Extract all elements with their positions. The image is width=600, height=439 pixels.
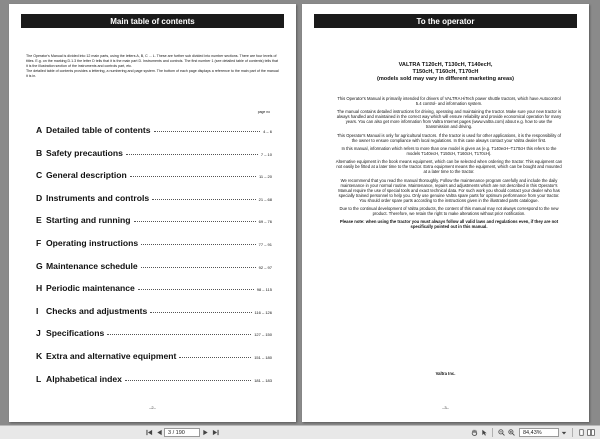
chevron-down-icon[interactable] xyxy=(559,428,569,438)
toc-letter: E xyxy=(36,215,42,226)
model-title-line: (models sold may vary in different marketing areas) xyxy=(376,76,515,82)
toc-leader xyxy=(152,199,256,200)
toc-title: Alphabetical index xyxy=(46,373,122,384)
zoom-out-icon[interactable] xyxy=(496,428,506,438)
toc-page-range: 181 – 183 xyxy=(254,377,272,383)
toc-entry[interactable] xyxy=(36,215,272,238)
toc-letter: I xyxy=(36,305,39,316)
select-arrow-icon[interactable] xyxy=(479,428,489,438)
toc-page-range: 7 – 10 xyxy=(260,151,272,157)
toc-title: Detailed table of contents xyxy=(46,125,151,135)
toc-title: Instruments and controls xyxy=(46,192,150,203)
toc-letter: L xyxy=(36,373,42,384)
toc-page-range: 92 – 97 xyxy=(258,264,272,270)
toc-entry[interactable] xyxy=(36,283,272,306)
toc-leader xyxy=(141,244,255,245)
toolbar-divider xyxy=(492,428,493,437)
toc-leader xyxy=(125,380,251,381)
model-title-line: T150cH, T160cH, T170cH xyxy=(412,69,479,75)
toc-entry[interactable] xyxy=(36,125,272,148)
next-page-icon[interactable] xyxy=(200,428,210,438)
body-paragraph: This Operator's Manual is primarily intended for drivers of VALTRA HiTech power shuttle tractors, which have Autocontrol 5.4 control- and information system. xyxy=(337,96,561,107)
single-page-view-icon[interactable] xyxy=(576,428,586,438)
page-header: To the operator xyxy=(314,14,577,28)
toc-entry[interactable] xyxy=(36,261,272,284)
page-3 xyxy=(302,4,589,422)
toc-title: Specifications xyxy=(46,328,105,339)
toc-entry[interactable] xyxy=(36,306,272,329)
first-page-icon[interactable] xyxy=(144,428,154,438)
toc-entry[interactable] xyxy=(36,374,272,397)
toc-leader xyxy=(130,176,256,177)
page-number: –2– xyxy=(149,405,156,410)
body-paragraph: This Operator's Manual is only for agricultural tractors. If the tractor is used for other applications, it is the responsibility of the owner to ensure compliance with local regulations. In this case always contact your Valtra dealer first. xyxy=(337,132,561,143)
body-paragraph: We recommend that you read the manual thoroughly. Follow the maintenance program carefully and include the daily maintenance in your normal routine. Maintenance, repairs and adjustments which are not described in this Operator's Manual require the use of special tools and exact technical data. For such work you should contact your dealer who has specially trained personnel to help you. Only use genuine Valtra spare parts for optimum performance from your tractor. You should order spare parts according to the instructions given in the illustrated parts catalogue. xyxy=(338,177,560,203)
toc-letter: F xyxy=(36,237,42,248)
previous-page-icon[interactable] xyxy=(154,428,164,438)
toc-entry[interactable] xyxy=(36,148,272,171)
toc-letter: B xyxy=(36,147,43,158)
page-number-field[interactable]: 3 / 190 xyxy=(164,428,200,437)
toc-entry[interactable] xyxy=(36,193,272,216)
toc-leader xyxy=(141,267,256,268)
toc-page-range: 21 – 68 xyxy=(258,196,272,202)
toc-page-range: 69 – 76 xyxy=(258,219,272,225)
page-number: –3– xyxy=(442,405,449,410)
toc-entry[interactable] xyxy=(36,328,272,351)
toc-title: Periodic maintenance xyxy=(46,283,135,294)
toc-leader xyxy=(150,312,251,313)
toc-letter: G xyxy=(36,260,43,271)
toc-page-range: 77 – 91 xyxy=(258,241,272,247)
toc-title: Safety precautions xyxy=(46,147,123,158)
toc-entry[interactable] xyxy=(36,238,272,261)
toc-title: General description xyxy=(46,170,127,181)
toc-page-range: 116 – 126 xyxy=(254,309,272,315)
signature: Valtra Inc. xyxy=(435,371,456,376)
operator-text xyxy=(335,96,563,233)
toc-leader xyxy=(134,221,256,222)
toc-letter: A xyxy=(36,125,43,135)
toc-leader xyxy=(107,334,251,335)
intro-paragraph: The detailed table of contents provides a lettering, a numbering and page system. The bottom of each page displays a reference to the main part of the manual it is in. xyxy=(26,69,279,78)
intro-text xyxy=(26,54,280,79)
toc-page-range: 98 – 115 xyxy=(256,287,272,293)
toc-letter: J xyxy=(36,328,41,339)
toc-leader xyxy=(126,154,258,155)
toc-letter: D xyxy=(36,192,43,203)
toc-letter: K xyxy=(36,350,43,361)
toc-leader xyxy=(138,289,254,290)
toc-leader xyxy=(154,131,261,132)
toc-page-range: 11 – 20 xyxy=(258,174,272,180)
hand-tool-icon[interactable] xyxy=(469,428,479,438)
model-title-line: VALTRA T120cH, T130cH, T140ecH, xyxy=(398,62,493,68)
viewer-toolbar xyxy=(0,425,600,439)
body-paragraph: In this manual, information which refers to more than one model is given as (e.g. T140ecH–T170cH this refers to the models T140ecH, T150cH, T160cH, T170cH). xyxy=(341,145,557,156)
intro-paragraph: The Operator's Manual is divided into 12 main parts, using the letters A, B, C ... L. These are further sub divided into number sections. There are four levels of titles. E.g. on the marking D.1.3 the letter D tells that it is the main part D. Instruments and controls. The first number 1 (see detailed table of contents) tells that it is the illustration section of the instruments and controls part, etc. xyxy=(26,54,279,68)
body-paragraph: Due to the continual development of Valtra products, the content of this manual may not always correspond to the new product. Therefore, we retain the right to make alterations without prior notification. xyxy=(339,205,559,217)
page-header: Main table of contents xyxy=(21,14,284,28)
table-of-contents xyxy=(36,125,272,396)
toc-entry[interactable] xyxy=(36,351,272,374)
page-2 xyxy=(9,4,296,422)
toc-leader xyxy=(179,357,251,358)
zoom-in-icon[interactable] xyxy=(506,428,516,438)
toolbar-divider xyxy=(572,428,573,437)
zoom-level-field[interactable]: 84,43% xyxy=(519,428,559,437)
body-paragraph: The manual contains detailed instructions for driving, operating and maintaining the tractor. Make sure your new tractor is always handled and maintained in the correct way which will ensure reliability and provide economical operation for many years. You can also get more information from Valtra Internet pages (www.valtra.com) about e.g. how to use the transmission and driving. xyxy=(336,109,562,130)
toc-title: Operating instructions xyxy=(46,237,139,248)
toc-letter: C xyxy=(36,170,43,181)
two-page-view-icon[interactable] xyxy=(586,428,596,438)
toc-title: Maintenance schedule xyxy=(46,260,138,271)
toc-page-range: 151 – 180 xyxy=(254,354,272,360)
last-page-icon[interactable] xyxy=(210,428,220,438)
body-paragraph: Alternative equipment in the book means equipment, which can be selected when ordering the tractor. This equipment can not easily be fitted at a later time to the tractor. Extra equipment means the equipment, which can be bought and mounted at a later time to the tractor. xyxy=(335,159,563,175)
page-no-label: page no xyxy=(257,110,270,114)
toc-entry[interactable] xyxy=(36,170,272,193)
toc-page-range: 127 – 150 xyxy=(254,332,272,338)
toc-title: Starting and running xyxy=(46,215,131,226)
toc-title: Checks and adjustments xyxy=(46,305,148,316)
model-title xyxy=(318,62,573,83)
toc-title: Extra and alternative equipment xyxy=(46,350,177,361)
toc-page-range: 4 – 6 xyxy=(263,129,272,134)
toc-letter: H xyxy=(36,283,43,294)
note-paragraph: Please note: when using the tractor you must always follow all valid laws and regulations even, if they are not specifically pointed out in this manual. xyxy=(339,219,559,230)
